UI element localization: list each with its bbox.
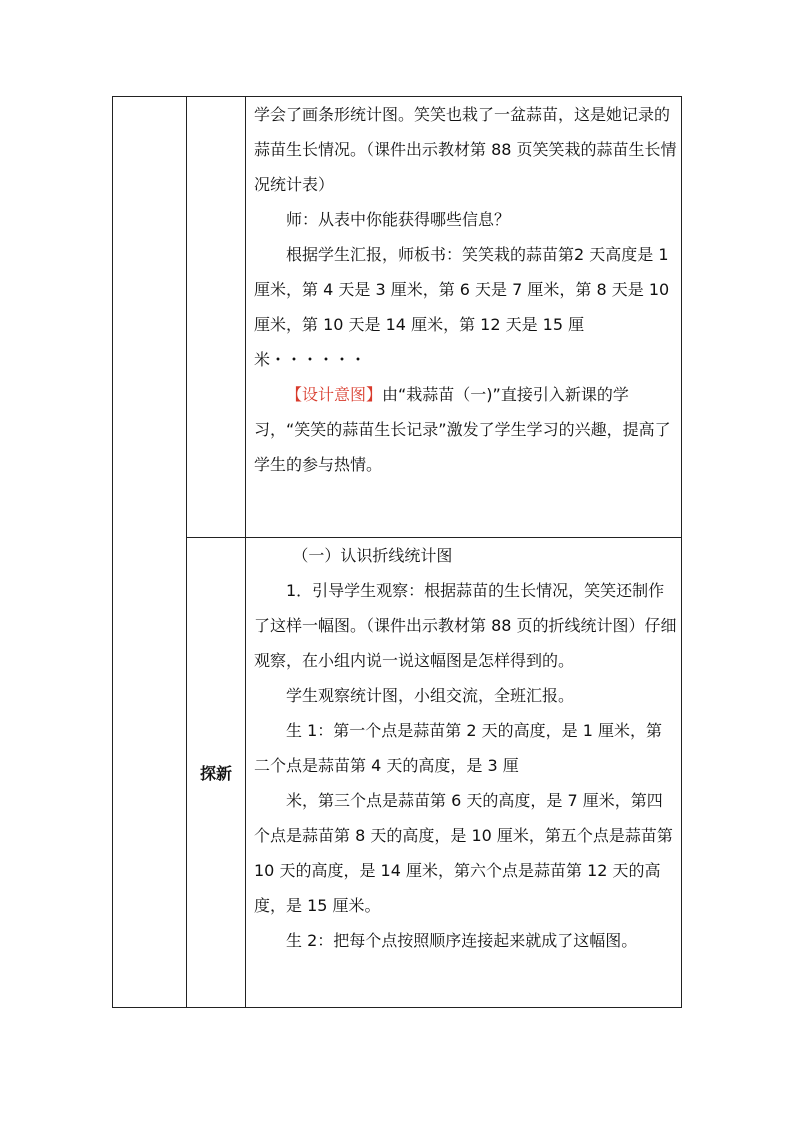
intro-row [113,97,682,538]
subheading-line-chart: （一）认识折线统计图 [292,546,453,565]
intro-section-label-cell [187,97,246,538]
explore-content-cell [246,538,682,1008]
intro-content-cell [246,97,682,538]
design-intent-label: 【设计意图】 [286,385,383,404]
explore-paragraph-2: 学生观察统计图，小组交流，全班汇报。 [286,686,575,705]
design-intent [254,377,677,482]
lesson-plan-table [112,96,682,1008]
teacher-question: 师：从表中你能获得哪些信息？ [286,210,511,229]
explore-row [113,538,682,1008]
design-intent-text: 由“栽蒜苗（一)”直接引入新课的学习，“笑笑的蒜苗生长记录”激发了学生学习的兴趣，提高了学生的参与热情。 [254,385,671,474]
intro-paragraph-1: 学会了画条形统计图。笑笑也栽了一盆蒜苗，这是她记录的蒜苗生长情况。（课件出示教材第 88 页笑笑栽的蒜苗生长情况统计表） [254,105,677,194]
student-1-answer-a: 生 1：第一个点是蒜苗第 2 天的高度，是 1 厘米，第二个点是蒜苗第 4 天的高度，是 3 厘 [254,721,662,775]
explore-paragraph-1: 1．引导学生观察：根据蒜苗的生长情况，笑笑还制作了这样一幅图。（课件出示教材第 88 页的折线统计图）仔细观察，在小组内说一说这幅图是怎样得到的。 [254,581,677,670]
student-2-answer: 生 2：把每个点按照顺序连接起来就成了这幅图。 [286,931,638,950]
board-notes: 根据学生汇报，师板书：笑笑栽的蒜苗第2 天高度是 1 厘米，第 4 天是 3 厘米，第 6 天是 7 厘米，第 8 天是 10 厘米，第 10 天是 14 厘米，第 12 天是 15 厘米・・・・・・ [254,245,670,369]
explore-section-label: 探新 [187,538,246,1008]
student-1-answer-b: 米，第三个点是蒜苗第 6 天的高度，是 7 厘米，第四个点是蒜苗第 8 天的高度，是 10 厘米，第五个点是蒜苗第 10 天的高度，是 14 厘米，第六个点是蒜苗第 12 天的高度，是 15 厘米。 [254,791,673,915]
stage-column-cell [113,97,187,1008]
